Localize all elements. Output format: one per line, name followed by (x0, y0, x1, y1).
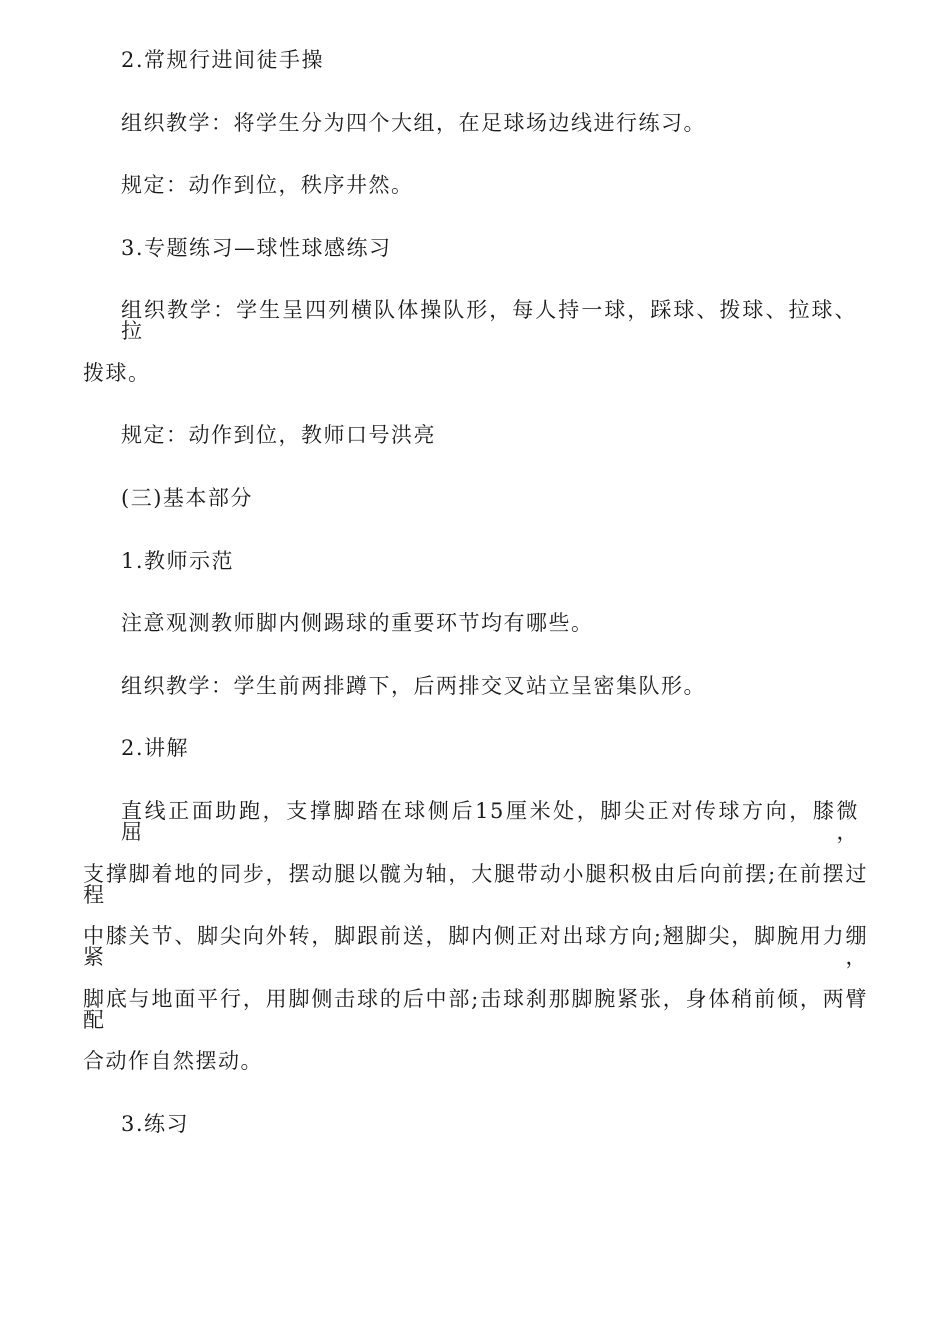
paragraph-technique-line-2: 支撑脚着地的同步，摆动腿以髋为轴，大腿带动小腿积极由后向前摆;在前摆过程 (83, 862, 868, 907)
paragraph-observe: 注意观测教师脚内侧踢球的重要环节均有哪些。 (121, 611, 594, 635)
heading-practice: 3.练习 (121, 1112, 190, 1136)
heading-explanation: 2.讲解 (121, 736, 190, 760)
heading-warmup-exercise: 2.常规行进间徒手操 (121, 48, 325, 72)
paragraph-technique-line-1: 直线正面助跑，支撑脚踏在球侧后15厘米处，脚尖正对传球方向，膝微屈， (121, 799, 859, 844)
paragraph-rule-2: 规定：动作到位，教师口号洪亮 (121, 423, 436, 447)
paragraph-organization-1: 组织教学：将学生分为四个大组，在足球场边线进行练习。 (121, 111, 706, 135)
paragraph-technique-line-4: 脚底与地面平行，用脚侧击球的后中部;击球刹那脚腕紧张，身体稍前倾，两臂配 (83, 987, 868, 1032)
paragraph-technique-line-3: 中膝关节、脚尖向外转，脚跟前送，脚内侧正对出球方向;翘脚尖，脚腕用力绷紧， (83, 924, 868, 969)
section-heading-basic-part: (三)基本部分 (121, 486, 253, 510)
paragraph-organization-2-line-1: 组织教学：学生呈四列横队体操队形，每人持一球，踩球、拨球、拉球、拉 (121, 298, 857, 343)
heading-ball-feel-practice: 3.专题练习—球性球感练习 (121, 236, 392, 260)
heading-teacher-demo: 1.教师示范 (121, 549, 235, 573)
paragraph-rule-1: 规定：动作到位，秩序井然。 (121, 173, 414, 197)
paragraph-organization-3: 组织教学：学生前两排蹲下，后两排交叉站立呈密集队形。 (121, 674, 706, 698)
paragraph-organization-2-line-2: 拨球。 (83, 361, 151, 385)
paragraph-technique-line-5: 合动作自然摆动。 (83, 1049, 263, 1073)
